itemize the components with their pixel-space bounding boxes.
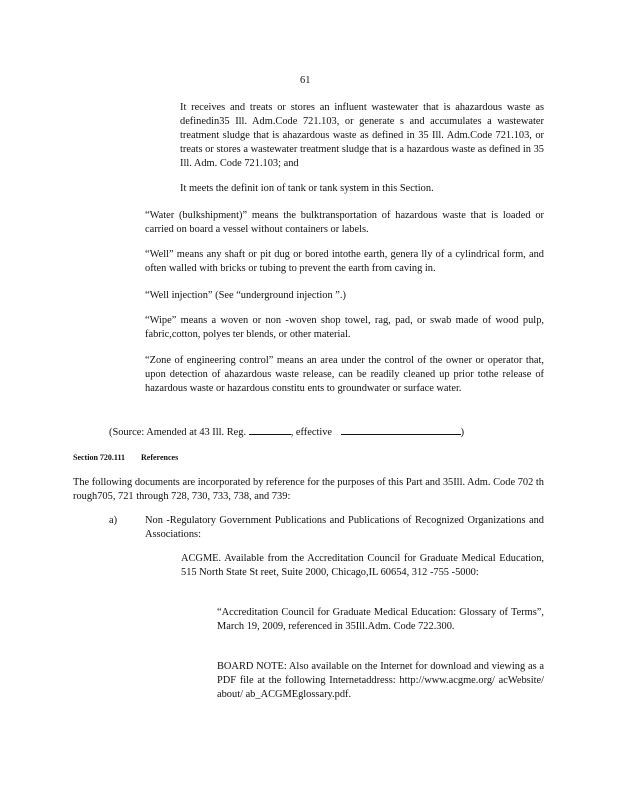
definition-well-injection: “Well injection” (See “underground injection ”.) [145, 290, 346, 301]
acgme-entry: ACGME. Available from the Accreditation Council for Graduate Medical Education, 515 North State St reet, Suite 2000, Chicago,IL 60654, 312 -755 -5000: [181, 553, 544, 578]
board-note: BOARD NOTE: Also available on the Internet for download and viewing as a PDF file at the following Internetaddress: http://www.acgme.org/ acWebsite/ about/ ab_ACGMEglossary.pdf. [217, 661, 544, 700]
section-heading [73, 451, 192, 465]
item-a-text: Non -Regulatory Government Publications and Publications of Recognized Organizations and Associations: [145, 515, 544, 540]
source-note-prefix: (Source: Amended at 43 Ill. Reg. [109, 427, 247, 438]
source-note-close: ) [460, 427, 465, 438]
section-title: References [141, 453, 179, 462]
tank-definition-criterion: It meets the definit ion of tank or tank system in this Section. [180, 183, 434, 194]
glossary-reference: “Accreditation Council for Graduate Medical Education: Glossary of Terms”, March 19, 2009, referenced in 35Ill.Adm. Code 722.300. [217, 607, 544, 632]
source-note [109, 424, 464, 440]
page-number: 61 [300, 75, 311, 86]
effective-date-blank [341, 424, 461, 435]
source-note-effective: , effective [290, 427, 333, 438]
register-page-blank [249, 424, 291, 435]
definition-water-bulk-shipment: “Water (bulkshipment)” means the bulktransportation of hazardous waste that is loaded or carried on board a vessel without containers or labels. [145, 210, 544, 235]
section-intro: The following documents are incorporated by reference for the purposes of this Part and 35Ill. Adm. Code 702 th rough705, 721 through 728, 730, 733, 738, and 739: [73, 477, 544, 502]
section-number: Section 720.111 [73, 453, 126, 462]
definition-well: “Well” means any shaft or pit dug or bored intothe earth, genera lly of a cylindrical form, and often walled with bricks or tubing to prevent the earth from caving in. [145, 249, 544, 274]
definition-wipe: “Wipe” means a woven or non -woven shop towel, rag, pad, or swab made of wood pulp, fabric,cotton, polyes ter blends, or other material. [145, 315, 544, 340]
item-a-label: a) [109, 515, 118, 526]
definition-zone-of-engineering-control: “Zone of engineering control” means an area under the control of the owner or operator that, upon detection of ahazardous waste release, can be readily cleaned up prior tothe release of hazardous waste or hazardous constitu ents to groundwater or surface water. [145, 355, 544, 394]
tank-system-criterion: It receives and treats or stores an influent wastewater that is ahazardous waste as definedin35 Ill. Adm.Code 721.103, or generate s and accumulates a wastewater treatment sludge that is ahazardous waste as defined in 35 Ill. Adm.Code 721.103, or treats or stores a wastewater treatment sludge that is a hazardous waste as defined in 35 Ill. Adm. Code 721.103; and [180, 102, 544, 169]
